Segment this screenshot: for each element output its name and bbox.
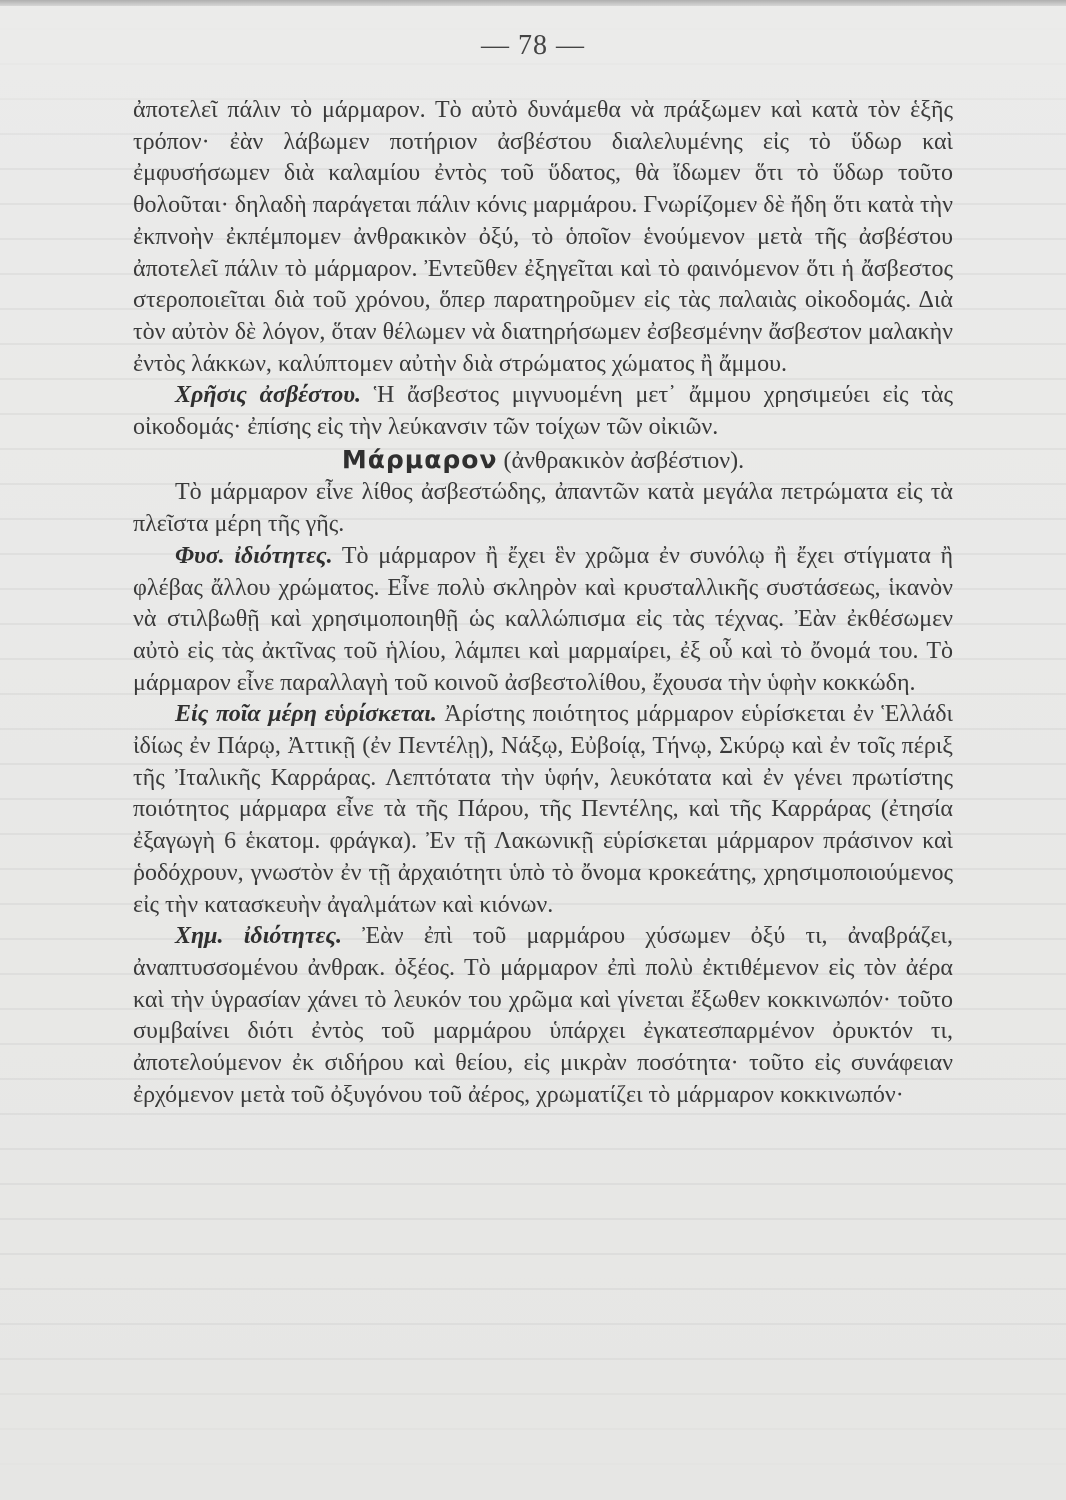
section-heading [133,444,953,478]
run-in-heading-chemical-properties: Χημ. ἰδιότητες. [175,923,343,950]
paragraph-lime-use-text: Ἡ ἄσβεστος μιγνυομένη μετ᾽ ἄμμου χρησιμεύει εἰς τὰς οἰκοδομάς· ἐπίσης εἰς τὴν λεύκανσιν τῶν τοίχων τῶν οἰκιῶν. [133,382,954,441]
run-in-heading-lime-use: Χρῆσις ἀσβέστου. [175,382,361,409]
page-number: — 78 — [481,30,585,61]
paragraph-locations [133,699,953,921]
paragraph-chemical-properties-text: Ἐὰν ἐπὶ τοῦ μαρμάρου χύσωμεν ὀξύ τι, ἀναβράζει, ἀναπτυσσομένου ἀνθρακ. ὀξέος. Τὸ μάρμαρον ἐπὶ πολὺ ἐκτιθέμενον εἰς τὸν ἀέρα καὶ τὴν ὑγρασίαν χάνει τὸ λευκόν του χρῶμα καὶ γίνεται ἔξωθεν κοκκινωπόν· τοῦτο συμβαίνει διότι ἐντὸς τοῦ μαρμάρου ὑπάρχει ἐγκατεσπαρμένον ὀρυκτόν τι, ἀποτελούμενον ἐκ σιδήρου καὶ θείου, εἰς μικρὰν ποσότητα· τοῦτο εἰς συνάφειαν ἐρχόμενον μετὰ τοῦ ὀξυγόνου τοῦ ἀέρος, χρωματίζει τὸ μάρμαρον κοκκινωπόν· [133,923,953,1108]
paragraph-chemical-properties [133,921,953,1111]
run-in-heading-physical-properties: Φυσ. ἰδιότητες. [175,542,333,569]
paragraph-physical-properties-text: Τὸ μάρμαρον ἢ ἔχει ἓν χρῶμα ἐν συνόλῳ ἢ ἔχει στίγματα ἢ φλέβας ἄλλου χρώματος. Εἶνε πολὺ σκληρὸν καὶ κρυσταλλικῆς συστάσεως, ἱκανὸν νὰ στιλβωθῇ καὶ χρησιμοποιηθῇ ὡς καλλώπισμα εἰς τὰς τέχνας. Ἐὰν ἐκθέσωμεν αὐτὸ εἰς τὰς ἀκτῖνας τοῦ ἡλίου, λάμπει καὶ μαρμαίρει, ἐξ οὗ καὶ τὸ ὄνομά του. Τὸ μάρμαρον εἶνε παραλλαγὴ τοῦ κοινοῦ ἀσβεστολίθου, ἔχουσα τὴν ὑφὴν κοκκώδη. [133,542,954,696]
paragraph-locations-text: Ἀρίστης ποιότητος μάρμαρον εὑρίσκεται ἐν Ἑλλάδι ἰδίως ἐν Πάρῳ, Ἀττικῇ (ἐν Πεντέλῃ), Νάξῳ, Εὐβοίᾳ, Τήνῳ, Σκύρῳ καὶ ἐν τοῖς πέριξ τῆς Ἰταλικῆς Καρράρας. Λεπτότατα τὴν ὑφήν, λευκότατα καὶ ἐν γένει πρωτίστης ποιότητος μάρμαρα εἶνε τὰ τῆς Πάρου, τῆς Πεντέλης, καὶ τῆς Καρράρας (ἐτησία ἐξαγωγὴ 6 ἑκατομ. φράγκα). Ἐν τῇ Λακωνικῇ εὑρίσκεται μάρμαρον πράσινον καὶ ῥοδόχρουν, γνωστὸν ἐν τῇ ἀρχαιότητι ὑπὸ τὸ ὄνομα κροκεάτης, χρησιμοποιούμενος εἰς τὴν κατασκευὴν ἀγαλμάτων καὶ κιόνων. [133,701,953,918]
page-body [133,95,953,1112]
paragraph-continued: ἀποτελεῖ πάλιν τὸ μάρμαρον. Τὸ αὐτὸ δυνάμεθα νὰ πράξωμεν καὶ κατὰ τὸν ἑξῆς τρόπον· ἐὰν λάβωμεν ποτήριον ἀσβέστου διαλελυμένης εἰς τὸ ὕδωρ καὶ ἐμφυσήσωμεν διὰ καλαμίου ἐντὸς τοῦ ὕδατος, θὰ ἴδωμεν ὅτι τὸ ὕδωρ τοῦτο θολοῦται· δηλαδὴ παράγεται πάλιν κόνις μαρμάρου. Γνωρίζομεν δὲ ἤδη ὅτι κατὰ τὴν ἐκπνοὴν ἐκπέμπομεν ἀνθρακικὸν ὀξύ, τὸ ὁποῖον ἑνούμενον μετὰ τῆς ἀσβέστου ἀποτελεῖ πάλιν τὸ μάρμαρον. Ἐντεῦθεν ἐξηγεῖται καὶ τὸ φαινόμενον ὅτι ἡ ἄσβεστος στεροποιεῖται διὰ τοῦ χρόνου, ὅπερ παρατηροῦμεν εἰς τὰς παλαιὰς οἰκοδομάς. Διὰ τὸν αὐτὸν δὲ λόγον, ὅταν θέλωμεν νὰ διατηρήσωμεν ἐσβεσμένην ἄσβεστον μαλακὴν ἐντὸς λάκκων, καλύπτομεν αὐτὴν διὰ στρώματος χώματος ἢ ἄμμου. [133,97,953,377]
run-in-heading-locations: Εἰς ποῖα μέρη εὑρίσκεται. [175,701,437,728]
section-subtitle: (ἀνθρακικὸν ἀσβέστιον). [503,447,745,474]
paragraph-physical-properties [133,541,953,700]
page-edge-shadow [0,0,1066,6]
paragraph-lime-use [133,380,953,443]
paragraph-marble-intro: Τὸ μάρμαρον εἶνε λίθος ἀσβεστώδης, ἀπαντῶν κατὰ μεγάλα πετρώματα εἰς τὰ πλεῖστα μέρη τῆς γῆς. [133,479,953,538]
section-title: Μάρμαρον [341,444,498,474]
